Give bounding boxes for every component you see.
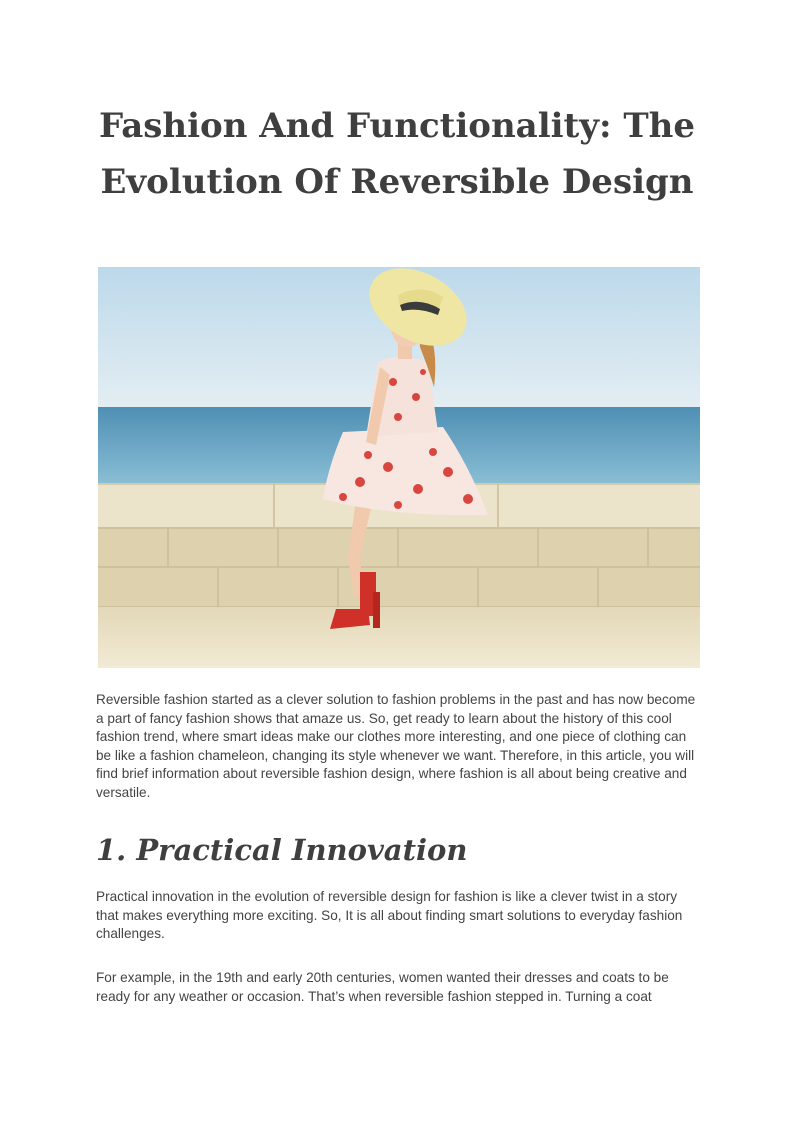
- hero-image: [98, 267, 700, 668]
- woman-on-seawall-illustration: [98, 267, 700, 668]
- section-paragraph-2: For example, in the 19th and early 20th centuries, women wanted their dresses and coats to be ready for any weather or occasion. That’s when reversible fashion stepped in. Turning a coat: [96, 970, 669, 1004]
- article-title: Fashion And Functionality: The Evolution Of Reversible Design: [98, 106, 696, 202]
- section-paragraph-1: Practical innovation in the evolution of reversible design for fashion is like a clever twist in a story that makes everything more exciting. So, It is all about finding smart solutions to everyday fashion challenges.: [96, 889, 683, 942]
- intro-paragraph: Reversible fashion started as a clever solution to fashion problems in the past and has now become a part of fancy fashion shows that amaze us. So, get ready to learn about the history of this cool fashion trend, where smart ideas make our clothes more interesting, and one piece of clothing can be like a fashion chameleon, changing its style whenever we want. Therefore, in this article, you will find brief information about reversible fashion design, where fashion is all about being creative and versatile.: [96, 692, 696, 800]
- section-heading-practical-innovation: 1. Practical Innovation: [96, 833, 468, 867]
